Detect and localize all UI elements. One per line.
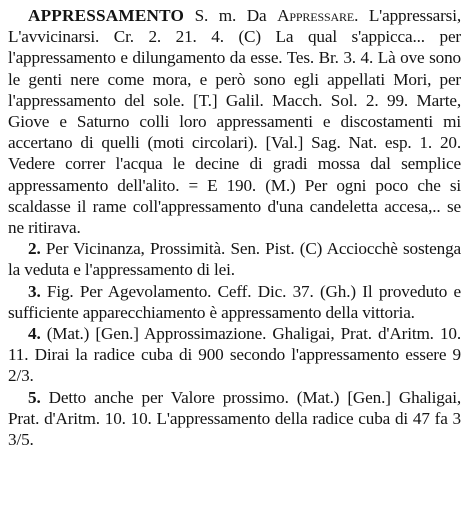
sense-number: 4. <box>28 324 41 344</box>
sense-2 <box>8 238 461 280</box>
grammar-note: S. m. Da <box>184 6 278 25</box>
sense-4 <box>8 323 461 387</box>
entry-main-paragraph <box>8 5 461 238</box>
etymology: Appressare <box>277 6 355 25</box>
sense-5 <box>8 387 461 451</box>
sense-number: 2. <box>28 239 41 259</box>
sense-text: (Mat.) [Gen.] Approssimazione. Ghaligai, Prat. d'Aritm. 10. 11. Dirai la radice cuba di 900 secondo l'appressamento essere 9 2/3. <box>8 324 461 386</box>
sense-text: Fig. Per Agevolamento. Ceff. Dic. 37. (Gh.) Il proveduto e sufficiente apparecchiamento è appressamento della vittoria. <box>8 281 461 322</box>
sense-number: 3. <box>28 281 41 301</box>
definition-1: . L'appressarsi, L'avvicinarsi. Cr. 2. 21. 4. (C) La qual s'appicca... per l'appressamento e dilungamento da esse. Tes. Br. 3. 4. Là ove sono le genti nere come mora, e però sono egli appellati Mori, per l'appressamento del sole. [T.] Galil. Macch. Sol. 2. 99. Marte, Giove e Saturno colli loro appressamenti e discostamenti mi accertano di quelli (moti circolari). [Val.] Sag. Nat. esp. 1. 20. Vedere correr l'acqua le decine di gradi mossa dal semplice appressamento dell'alito. = E 190. (M.) Per ogni poco che si scaldasse il rame coll'appressamento d'una candeletta accesa,.. se ne ritirava. <box>8 6 461 238</box>
sense-text: Detto anche per Valore prossimo. (Mat.) [Gen.] Ghaligai, Prat. d'Aritm. 10. 10. L'appressamento della radice cuba di 47 fa 3 3/5. <box>8 387 461 450</box>
sense-number: 5. <box>28 387 41 407</box>
sense-text: Per Vicinanza, Prossimità. Sen. Pist. (C) Acciocchè sostenga la veduta e l'appressamento di lei. <box>8 239 461 280</box>
headword: APPRESSAMENTO <box>28 6 185 25</box>
sense-3 <box>8 281 461 323</box>
